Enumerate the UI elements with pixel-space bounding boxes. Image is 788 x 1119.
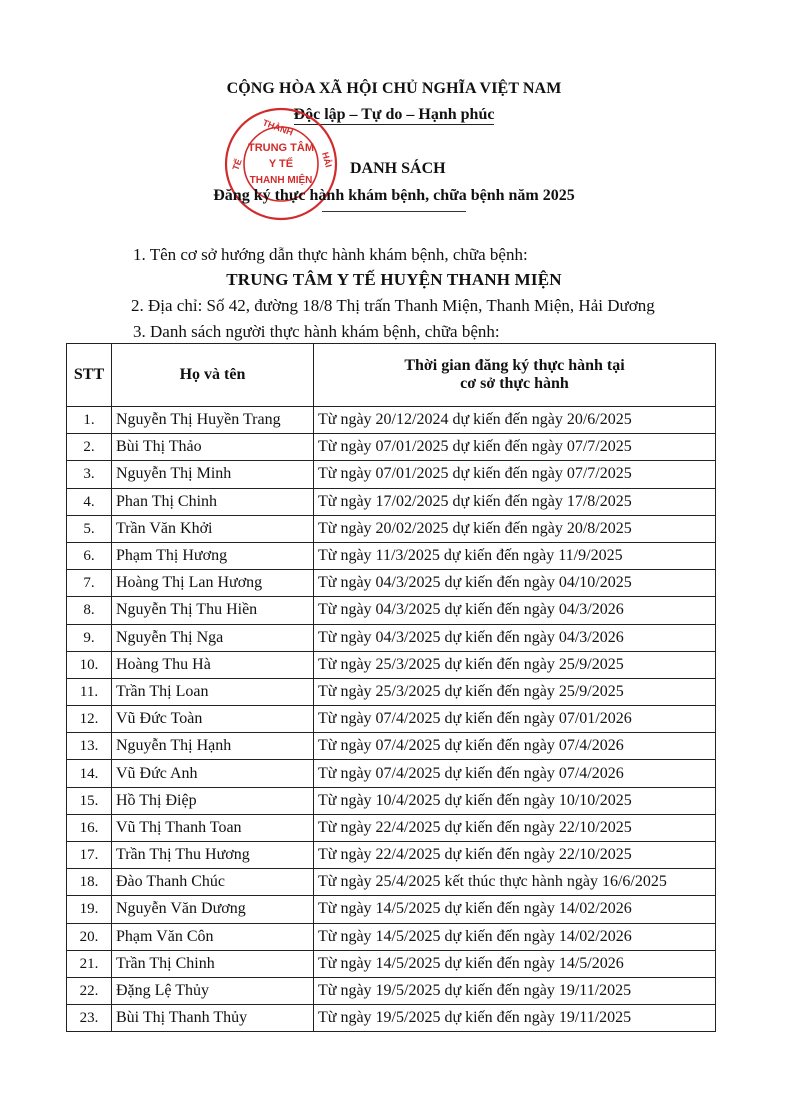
- table-row: [67, 760, 716, 787]
- row-period: Từ ngày 07/4/2025 dự kiến đến ngày 07/4/2026: [314, 733, 716, 760]
- seal-line-1: TRUNG TÂM: [248, 142, 314, 154]
- row-period: Từ ngày 07/4/2025 dự kiến đến ngày 07/01/2026: [314, 706, 716, 733]
- row-period: Từ ngày 04/3/2025 dự kiến đến ngày 04/3/2026: [314, 597, 716, 624]
- row-period: Từ ngày 07/01/2025 dự kiến đến ngày 07/7/2025: [314, 461, 716, 488]
- row-period: Từ ngày 04/3/2025 dự kiến đến ngày 04/3/2026: [314, 624, 716, 651]
- seal-line-3: THANH MIỆN: [249, 175, 313, 186]
- row-period: Từ ngày 04/3/2025 dự kiến đến ngày 04/10/2025: [314, 570, 716, 597]
- row-stt: 8.: [67, 597, 112, 624]
- row-name: Hoàng Thị Lan Hương: [112, 570, 314, 597]
- table-header-row: [67, 344, 716, 407]
- row-period: Từ ngày 25/3/2025 dự kiến đến ngày 25/9/2025: [314, 651, 716, 678]
- row-name: Đào Thanh Chúc: [112, 869, 314, 896]
- row-stt: 15.: [67, 787, 112, 814]
- row-stt: 17.: [67, 842, 112, 869]
- subtitle-underline: [322, 211, 466, 212]
- row-stt: 19.: [67, 896, 112, 923]
- row-name: Phạm Thị Hương: [112, 542, 314, 569]
- table-row: [67, 869, 716, 896]
- seal-ring-top: THÀNH: [261, 117, 295, 138]
- row-period: Từ ngày 22/4/2025 dự kiến đến ngày 22/10/2025: [314, 842, 716, 869]
- row-period: Từ ngày 14/5/2025 dự kiến đến ngày 14/02/2026: [314, 923, 716, 950]
- table-row: [67, 488, 716, 515]
- seal-ring-right: HẢI: [320, 150, 334, 169]
- row-period: Từ ngày 07/01/2025 dự kiến đến ngày 07/7/2025: [314, 434, 716, 461]
- header-period-line1: Thời gian đăng ký thực hành tại: [404, 357, 625, 374]
- section-1-label: 1. Tên cơ sở hướng dẫn thực hành khám bệnh, chữa bệnh:: [133, 245, 528, 264]
- header-stt: STT: [67, 344, 112, 407]
- row-stt: 7.: [67, 570, 112, 597]
- row-name: Hồ Thị Điệp: [112, 787, 314, 814]
- row-period: Từ ngày 25/3/2025 dự kiến đến ngày 25/9/2025: [314, 678, 716, 705]
- national-title: CỘNG HÒA XÃ HỘI CHỦ NGHĨA VIỆT NAM: [226, 80, 562, 97]
- row-name: Nguyễn Thị Thu Hiền: [112, 597, 314, 624]
- table-row: [67, 515, 716, 542]
- row-period: Từ ngày 20/02/2025 dự kiến đến ngày 20/8/2025: [314, 515, 716, 542]
- row-name: Vũ Đức Anh: [112, 760, 314, 787]
- section-3-label: 3. Danh sách người thực hành khám bệnh, chữa bệnh:: [133, 322, 500, 341]
- header-period: [314, 344, 716, 407]
- row-period: Từ ngày 14/5/2025 dự kiến đến ngày 14/02/2026: [314, 896, 716, 923]
- row-name: Hoàng Thu Hà: [112, 651, 314, 678]
- row-stt: 11.: [67, 678, 112, 705]
- row-period: Từ ngày 25/4/2025 kết thúc thực hành ngày 16/6/2025: [314, 869, 716, 896]
- organization-seal: [222, 105, 340, 223]
- table-row: [67, 706, 716, 733]
- facility-name: TRUNG TÂM Y TẾ HUYỆN THANH MIỆN: [226, 270, 562, 289]
- row-period: Từ ngày 22/4/2025 dự kiến đến ngày 22/10/2025: [314, 814, 716, 841]
- row-stt: 3.: [67, 461, 112, 488]
- row-name: Vũ Đức Toàn: [112, 706, 314, 733]
- row-stt: 10.: [67, 651, 112, 678]
- row-stt: 22.: [67, 977, 112, 1004]
- table-body: [67, 407, 716, 1032]
- row-stt: 4.: [67, 488, 112, 515]
- row-period: Từ ngày 19/5/2025 dự kiến đến ngày 19/11/2025: [314, 1005, 716, 1032]
- row-name: Bùi Thị Thảo: [112, 434, 314, 461]
- table-row: [67, 896, 716, 923]
- row-stt: 14.: [67, 760, 112, 787]
- table-row: [67, 434, 716, 461]
- row-name: Trần Thị Loan: [112, 678, 314, 705]
- table-row: [67, 542, 716, 569]
- row-name: Đặng Lệ Thủy: [112, 977, 314, 1004]
- row-name: Trần Thị Thu Hương: [112, 842, 314, 869]
- table-row: [67, 570, 716, 597]
- row-stt: 2.: [67, 434, 112, 461]
- row-period: Từ ngày 19/5/2025 dự kiến đến ngày 19/11/2025: [314, 977, 716, 1004]
- row-stt: 20.: [67, 923, 112, 950]
- document-subtitle: Đăng ký thực hành khám bệnh, chữa bệnh năm 2025: [213, 187, 575, 204]
- table-row: [67, 678, 716, 705]
- row-name: Nguyễn Thị Minh: [112, 461, 314, 488]
- row-name: Phạm Văn Côn: [112, 923, 314, 950]
- row-name: Phan Thị Chinh: [112, 488, 314, 515]
- table-row: [67, 950, 716, 977]
- row-name: Trần Văn Khởi: [112, 515, 314, 542]
- row-name: Nguyễn Thị Hạnh: [112, 733, 314, 760]
- seal-line-2: Y TẾ: [268, 158, 294, 170]
- row-period: Từ ngày 20/12/2024 dự kiến đến ngày 20/6/2025: [314, 407, 716, 434]
- row-stt: 5.: [67, 515, 112, 542]
- row-period: Từ ngày 17/02/2025 dự kiến đến ngày 17/8/2025: [314, 488, 716, 515]
- row-period: Từ ngày 07/4/2025 dự kiến đến ngày 07/4/2026: [314, 760, 716, 787]
- table-row: [67, 624, 716, 651]
- row-period: Từ ngày 11/3/2025 dự kiến đến ngày 11/9/2025: [314, 542, 716, 569]
- registration-table: [66, 343, 716, 1032]
- section-2-address: 2. Địa chỉ: Số 42, đường 18/8 Thị trấn Thanh Miện, Thanh Miện, Hải Dương: [131, 296, 655, 315]
- row-stt: 13.: [67, 733, 112, 760]
- row-stt: 9.: [67, 624, 112, 651]
- table-row: [67, 787, 716, 814]
- motto-text: Độc lập – Tự do – Hạnh phúc: [293, 106, 495, 123]
- table-row: [67, 814, 716, 841]
- table-row: [67, 407, 716, 434]
- national-motto: [0, 106, 788, 124]
- row-name: Nguyễn Thị Huyền Trang: [112, 407, 314, 434]
- table-row: [67, 733, 716, 760]
- row-stt: 21.: [67, 950, 112, 977]
- row-name: Vũ Thị Thanh Toan: [112, 814, 314, 841]
- table-row: [67, 461, 716, 488]
- row-stt: 1.: [67, 407, 112, 434]
- table-row: [67, 1005, 716, 1032]
- row-stt: 16.: [67, 814, 112, 841]
- table-row: [67, 842, 716, 869]
- table-row: [67, 977, 716, 1004]
- table-row: [67, 597, 716, 624]
- header-name: Họ và tên: [112, 344, 314, 407]
- row-period: Từ ngày 14/5/2025 dự kiến đến ngày 14/5/2026: [314, 950, 716, 977]
- row-stt: 18.: [67, 869, 112, 896]
- table-row: [67, 923, 716, 950]
- row-name: Nguyễn Thị Nga: [112, 624, 314, 651]
- row-period: Từ ngày 10/4/2025 dự kiến đến ngày 10/10/2025: [314, 787, 716, 814]
- row-name: Nguyễn Văn Dương: [112, 896, 314, 923]
- document-title: DANH SÁCH: [350, 160, 446, 177]
- row-name: Trần Thị Chinh: [112, 950, 314, 977]
- row-name: Bùi Thị Thanh Thủy: [112, 1005, 314, 1032]
- row-stt: 12.: [67, 706, 112, 733]
- header-period-line2: cơ sở thực hành: [460, 375, 569, 392]
- table-row: [67, 651, 716, 678]
- row-stt: 6.: [67, 542, 112, 569]
- row-stt: 23.: [67, 1005, 112, 1032]
- seal-ring-left: TẾ: [230, 157, 244, 172]
